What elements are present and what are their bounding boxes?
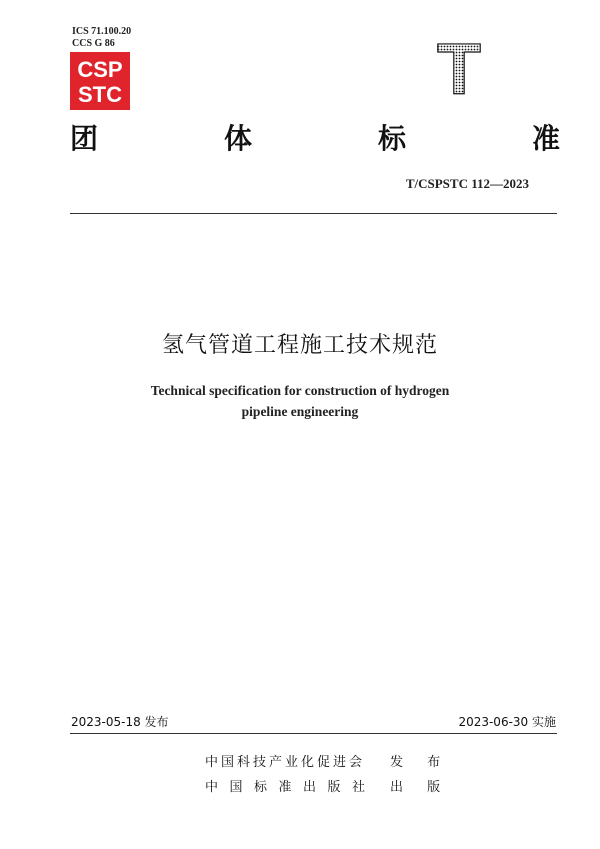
title-english-line2: pipeline engineering: [241, 404, 359, 419]
title-english: [0, 380, 600, 422]
title-chinese: 氢气管道工程施工技术规范: [161, 333, 438, 358]
category-char: 团: [70, 122, 99, 155]
category-char: 准: [531, 122, 560, 155]
logo-text-top: CSP: [77, 57, 123, 82]
issue-date: 2023-05-18 发布: [71, 715, 169, 729]
ics-code: ICS 71.100.20: [72, 26, 132, 37]
publisher-action: 发 布: [390, 755, 451, 770]
standard-type-letter: [434, 36, 484, 98]
standard-number: T/CSPSTC 112—2023: [405, 176, 529, 191]
title-english-line1: Technical specification for construction of hydrogen: [150, 383, 450, 398]
category-char: 体: [223, 122, 252, 155]
implementation-date: 2023-06-30 实施: [458, 715, 556, 729]
category-heading: [70, 122, 560, 156]
top-divider: [70, 213, 557, 214]
cspstc-logo: [70, 52, 130, 110]
printer-org: 中国标准出版社: [205, 780, 377, 795]
printer-action: 出 版: [390, 780, 451, 795]
bottom-divider: [70, 733, 557, 734]
logo-text-bottom: STC: [78, 82, 122, 107]
big-t-glyph: T: [437, 36, 481, 98]
publisher-org: 中国科技产业化促进会: [205, 755, 366, 770]
category-char: 标: [377, 122, 406, 155]
ccs-code: CCS G 86: [72, 38, 115, 49]
